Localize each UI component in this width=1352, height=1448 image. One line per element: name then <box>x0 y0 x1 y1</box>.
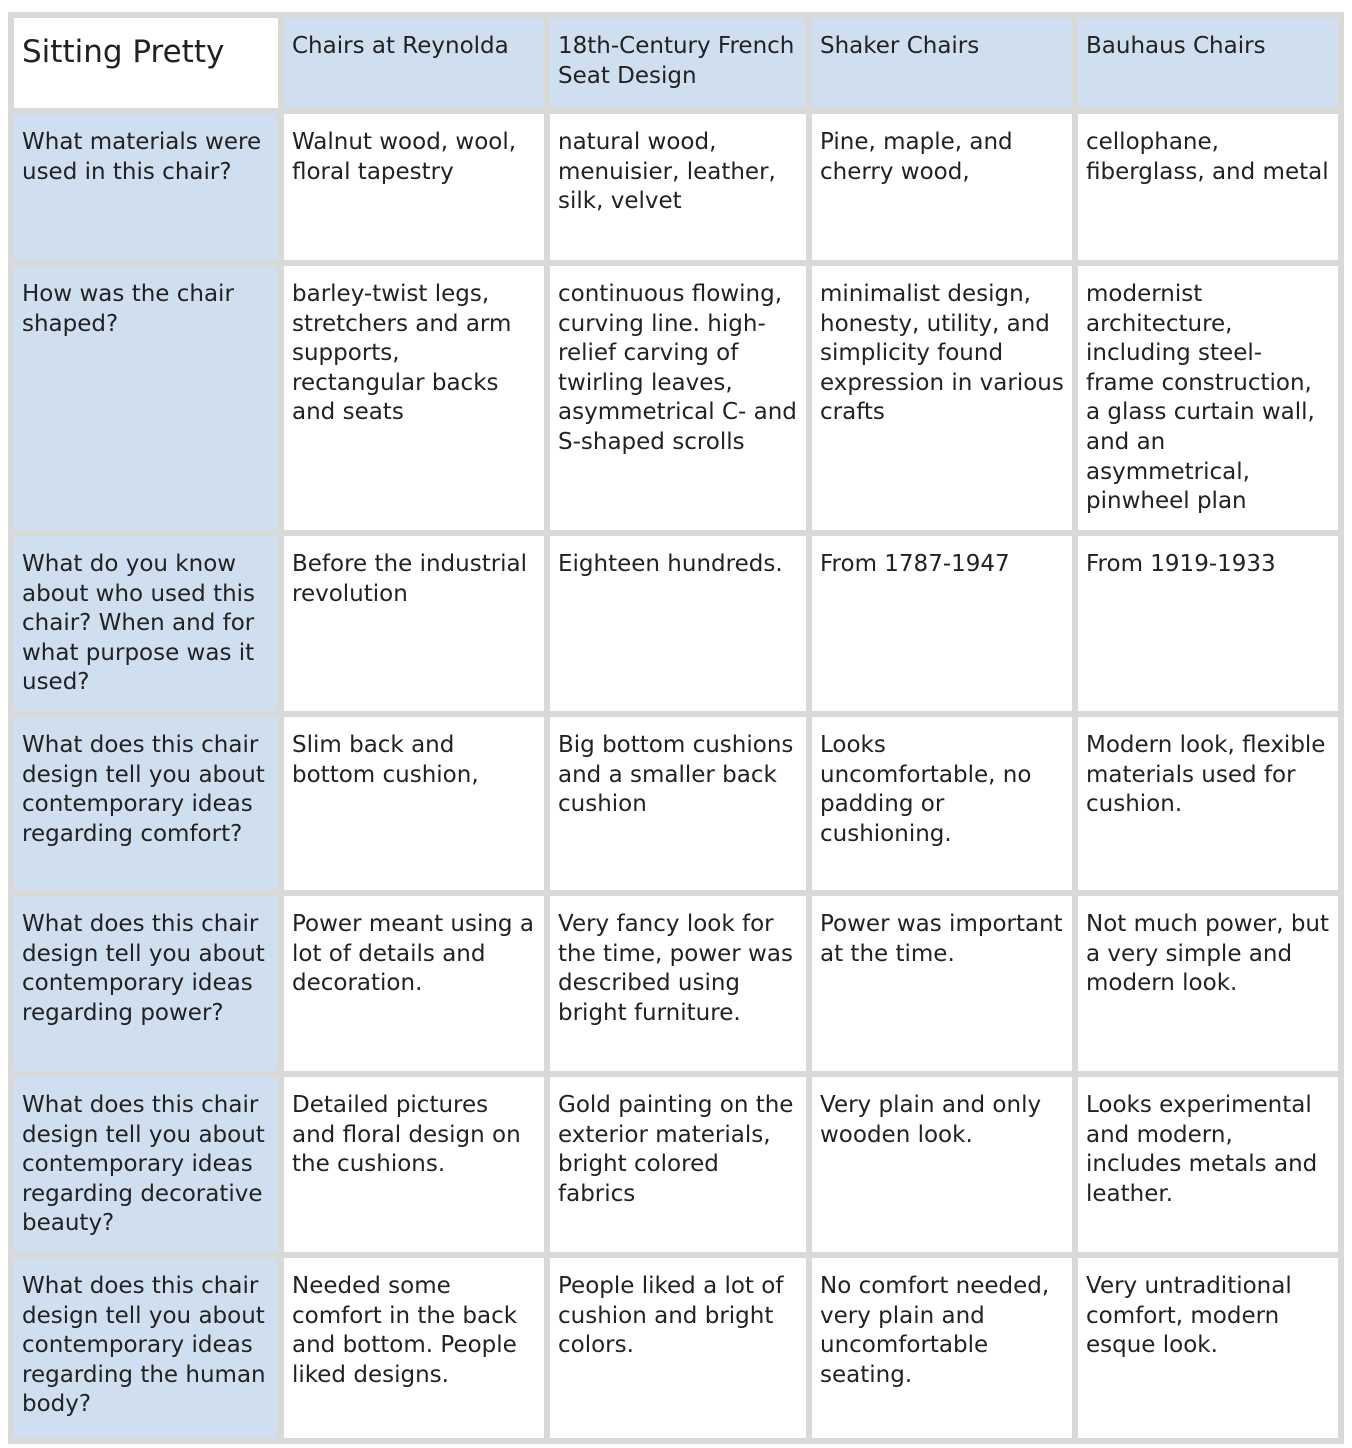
row-question: What does this chair design tell you about contemporary ideas regarding comfort? <box>11 714 281 893</box>
table-cell: Very untraditional comfort, modern esque look. <box>1075 1255 1341 1441</box>
chair-comparison-table <box>8 12 1344 1444</box>
table-cell: modernist architecture, including steel-frame construction, a glass curtain wall, and an asymmetrical, pinwheel plan <box>1075 263 1341 533</box>
column-header-reynolda: Chairs at Reynolda <box>281 15 547 111</box>
table-row <box>11 533 1341 714</box>
table-cell: People liked a lot of cushion and bright colors. <box>547 1255 809 1441</box>
table-cell: Very plain and only wooden look. <box>809 1074 1075 1255</box>
table-cell: Looks uncomfortable, no padding or cushioning. <box>809 714 1075 893</box>
table-cell: From 1787-1947 <box>809 533 1075 714</box>
table-cell: Walnut wood, wool, floral tapestry <box>281 111 547 263</box>
table-cell: Not much power, but a very simple and modern look. <box>1075 893 1341 1074</box>
table-cell: minimalist design, honesty, utility, and simplicity found expression in various crafts <box>809 263 1075 533</box>
table-cell: Eighteen hundreds. <box>547 533 809 714</box>
row-question: What does this chair design tell you about contemporary ideas regarding power? <box>11 893 281 1074</box>
table-cell: Big bottom cushions and a smaller back cushion <box>547 714 809 893</box>
row-question: What does this chair design tell you about contemporary ideas regarding decorative beauty? <box>11 1074 281 1255</box>
row-question: How was the chair shaped? <box>11 263 281 533</box>
table-cell: Before the industrial revolution <box>281 533 547 714</box>
table-cell: barley-twist legs, stretchers and arm supports, rectangular backs and seats <box>281 263 547 533</box>
comparison-sheet <box>8 12 1338 1438</box>
table-row <box>11 111 1341 263</box>
table-cell: Detailed pictures and floral design on the cushions. <box>281 1074 547 1255</box>
table-cell: natural wood, menuisier, leather, silk, velvet <box>547 111 809 263</box>
table-cell: Looks experimental and modern, includes metals and leather. <box>1075 1074 1341 1255</box>
table-cell: Needed some comfort in the back and bottom. People liked designs. <box>281 1255 547 1441</box>
table-row <box>11 263 1341 533</box>
header-row <box>11 15 1341 111</box>
table-row <box>11 714 1341 893</box>
table-row <box>11 1255 1341 1441</box>
column-header-french: 18th-Century French Seat Design <box>547 15 809 111</box>
table-cell: continuous flowing, curving line. high-relief carving of twirling leaves, asymmetrical C- and S-shaped scrolls <box>547 263 809 533</box>
table-cell: From 1919-1933 <box>1075 533 1341 714</box>
table-cell: Pine, maple, and cherry wood, <box>809 111 1075 263</box>
row-question: What materials were used in this chair? <box>11 111 281 263</box>
row-question: What does this chair design tell you about contemporary ideas regarding the human body? <box>11 1255 281 1441</box>
table-cell: No comfort needed, very plain and uncomfortable seating. <box>809 1255 1075 1441</box>
table-cell: cellophane, fiberglass, and metal <box>1075 111 1341 263</box>
row-question: What do you know about who used this chair? When and for what purpose was it used? <box>11 533 281 714</box>
table-cell: Slim back and bottom cushion, <box>281 714 547 893</box>
table-title: Sitting Pretty <box>11 15 281 111</box>
table-row <box>11 1074 1341 1255</box>
column-header-bauhaus: Bauhaus Chairs <box>1075 15 1341 111</box>
table-cell: Power was important at the time. <box>809 893 1075 1074</box>
table-cell: Power meant using a lot of details and decoration. <box>281 893 547 1074</box>
table-cell: Gold painting on the exterior materials, bright colored fabrics <box>547 1074 809 1255</box>
table-cell: Very fancy look for the time, power was described using bright furniture. <box>547 893 809 1074</box>
table-row <box>11 893 1341 1074</box>
table-cell: Modern look, flexible materials used for cushion. <box>1075 714 1341 893</box>
column-header-shaker: Shaker Chairs <box>809 15 1075 111</box>
